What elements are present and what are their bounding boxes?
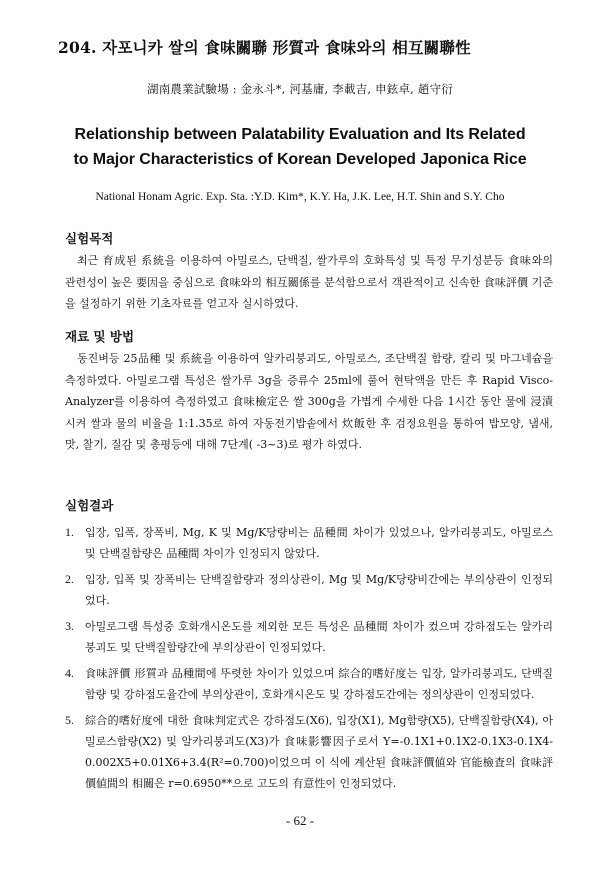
objective-body: 최근 育成된 系統을 이용하여 아밀로스, 단백질, 쌀가루의 호화특성 및 특정 무기성분등 食味와의 관련성이 높은 要因을 중심으로 食味와의 相互關係를 분석함으로서 객관적이고 신속한 食味評價 기준을 설정하기 위한 기초자료를 얻고자 실시하였다.	[65, 254, 553, 310]
methods-body: 동진벼등 25品種 및 系統을 이용하여 알카리붕괴도, 아밀로스, 조단백질 함량, 칼리 및 마그네슘을 측정하였다. 아밀로그램 특성은 쌀가루 3g을 증류수 25ml에 풀어 현탁액을 만든 후 Rapid Visco-Analyzer를 이용하여 측정하였고 食味檢定은 쌀 300g을 가볍게 수세한 다음 1시간 동안 물에 浸漬시켜 쌀과 물의 비율을 1:1.35로 하여 자동전기밥솥에서 炊飯한 후 검정요원을 통하여 밥모양, 냄새, 맛, 찰기, 질감 및 총평등에 대해 7단계( -3~3)로 평가 하였다.	[65, 352, 553, 451]
result-item-number: 5.	[65, 713, 74, 727]
result-item-3	[65, 616, 553, 658]
result-item-number: 2.	[65, 572, 74, 586]
result-item-text: 입장, 입폭 및 장폭비는 단백질함량과 정의상관이, Mg 및 Mg/K당량비간에는 부의상관이 인정되었다.	[85, 573, 553, 607]
korean-affiliation: 湖南農業試驗場 : 金永斗*, 河基庸, 李載吉, 申鉉卓, 趙守衍	[147, 82, 453, 96]
result-item-text: 아밀로그램 특성중 호화개시온도를 제외한 모든 특성은 品種間 차이가 컸으며 강하점도는 알카리붕괴도 및 단백질함량간에 부의상관이 인정되었다.	[85, 620, 553, 654]
methods-text	[65, 348, 553, 456]
result-item-text: 綜合的嗜好度에 대한 食味判定式은 강하점도(X6), 입장(X1), Mg함량(X5), 단백질함량(X4), 아밀로스함량(X2) 및 알카리붕괴도(X3)가 食味影響因子로서 Y=-0.1X1+0.1X2-0.1X3-0.1X4-0.002X5+0.01X6+3.4(R²=0.700)이었으며 이 식에 계산된 食味評價値와 官能檢査의 食味評價値間의 相關은 r=0.6950**으로 고도의 有意性이 인정되었다.	[85, 714, 553, 790]
results-heading: 실험결과	[65, 498, 114, 513]
methods-heading: 재료 및 방법	[65, 329, 135, 344]
english-affiliation: National Honam Agric. Exp. Sta. :Y.D. Kim*, K.Y. Ha, J.K. Lee, H.T. Shin and S.Y. Cho	[95, 191, 505, 203]
result-item-number: 3.	[65, 619, 74, 633]
result-item-number: 4.	[65, 666, 74, 680]
result-item-5	[65, 710, 553, 794]
english-title-line-1: Relationship between Palatability Evaluation and Its Related	[74, 126, 526, 143]
result-item-number: 1.	[65, 525, 74, 539]
objective-heading: 실험목적	[65, 231, 114, 246]
result-item-text: 입장, 입폭, 장폭비, Mg, K 및 Mg/K당량비는 品種間 차이가 있었으나, 알카리붕괴도, 아밀로스 및 단백질함량은 品種間 차이가 인정되지 않았다.	[85, 526, 553, 560]
objective-text	[65, 250, 553, 315]
results-section	[65, 496, 553, 799]
korean-title: 204. 자포니카 쌀의 食味關聯 形質과 食味와의 相互關聯性	[58, 38, 471, 57]
result-item-2	[65, 569, 553, 611]
results-list	[65, 522, 553, 794]
english-title	[0, 122, 600, 172]
page-number: - 62 -	[285, 813, 315, 828]
english-title-line-2: to Major Characteristics of Korean Developed Japonica Rice	[73, 151, 527, 168]
objective-section	[65, 229, 553, 315]
methods-section	[65, 327, 553, 456]
result-item-1	[65, 522, 553, 564]
result-item-text: 食味評價 形質과 品種間에 뚜렷한 차이가 있었으며 綜合的嗜好度는 입장, 알카리붕괴도, 단백질함량 및 강하점도율간에 부의상관이, 호화개시온도 및 강하점도간에는 정의상관이 인정되었다.	[85, 667, 553, 701]
result-item-4	[65, 663, 553, 705]
